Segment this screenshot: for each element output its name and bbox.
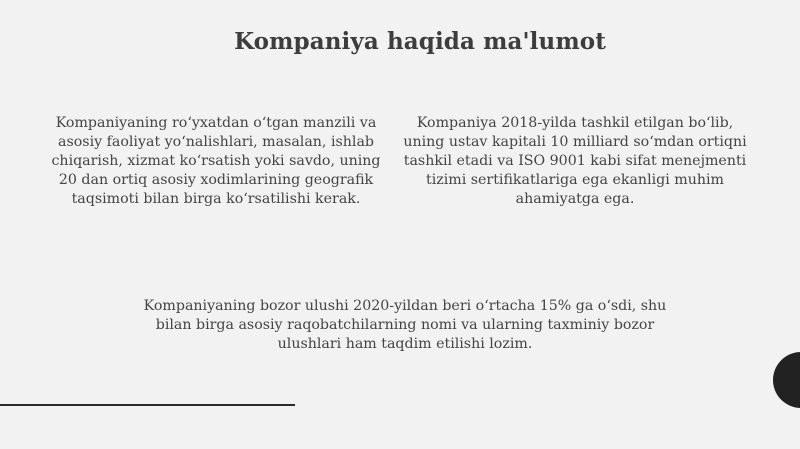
company-address-paragraph: Kompaniyaning roʻyxatdan oʻtgan manzili va asosiy faoliyat yoʻnalishlari, masalan, ishlab chiqarish, xizmat koʻrsatish yoki savdo, uning 20 dan ortiq asosiy xodimlarining geografik taqsimoti bilan birga koʻrsatilishi kerak.: [51, 115, 381, 207]
slide-title: Kompaniya haqida ma'lumot: [234, 28, 606, 55]
market-share-paragraph: Kompaniyaning bozor ulushi 2020-yildan beri oʻrtacha 15% ga oʻsdi, shu bilan birga asosiy raqobatchilarning nomi va ularning taxminiy bozor ulushlari ham taqdim etilishi lozim.: [143, 298, 667, 352]
decorative-divider-line: [0, 404, 295, 406]
decorative-circle: [773, 352, 800, 408]
company-founding-paragraph: Kompaniya 2018-yilda tashkil etilgan boʻlib, uning ustav kapitali 10 milliard soʻmdan ortiqni tashkil etadi va ISO 9001 kabi sifat menejmenti tizimi sertifikatlariga ega ekanligi muhim ahamiyatga ega.: [403, 115, 747, 207]
